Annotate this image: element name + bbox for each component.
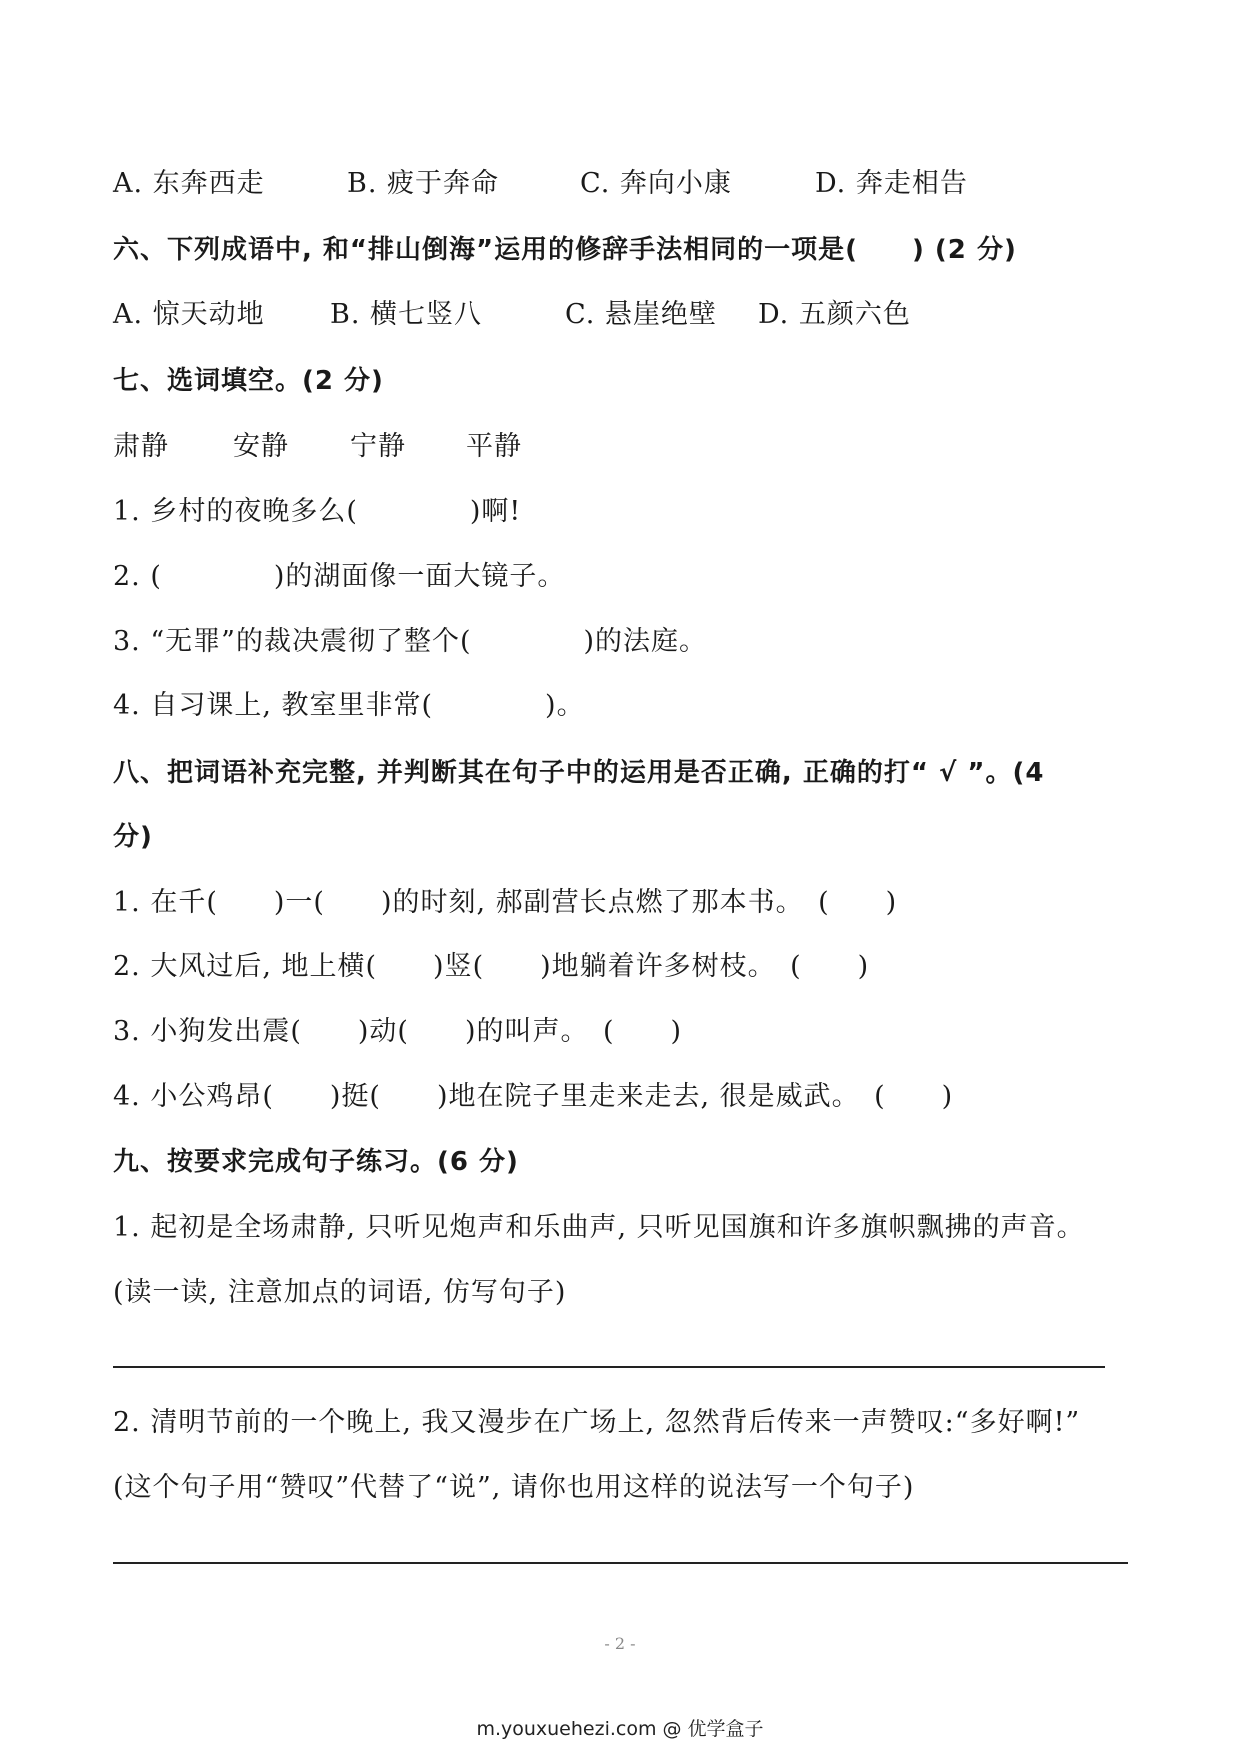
q6-title: 六、下列成语中, 和“排山倒海”运用的修辞手法相同的一项是( ) (2 分) [113, 235, 1017, 265]
q5-option-a: A. 东奔西走 [113, 168, 265, 199]
answer-line-2[interactable] [113, 1562, 1128, 1564]
q9-item1-line2: (读一读, 注意加点的词语, 仿写句子) [113, 1277, 567, 1308]
q7-title: 七、选词填空。(2 分) [113, 366, 384, 396]
q5-option-c: C. 奔向小康 [580, 168, 732, 199]
q7-item-1: 1. 乡村的夜晚多么( )啊! [113, 496, 522, 527]
q5-option-b: B. 疲于奔命 [347, 168, 500, 199]
q8-item-2: 2. 大风过后, 地上横( )竖( )地躺着许多树枝。 ( ) [113, 951, 870, 982]
q8-title-line1: 八、把词语补充完整, 并判断其在句子中的运用是否正确, 正确的打“ √ ”。(4 [113, 758, 1045, 788]
q7-word-1: 肃静 [113, 431, 169, 462]
q8-item-4: 4. 小公鸡昂( )挺( )地在院子里走来走去, 很是威武。 ( ) [113, 1081, 954, 1112]
q5-option-d: D. 奔走相告 [815, 168, 968, 199]
q7-item-3: 3. “无罪”的裁决震彻了整个( )的法庭。 [113, 626, 708, 657]
footer-watermark: m.youxuehezi.com @ 优学盒子 [476, 1718, 764, 1740]
q7-word-3: 宁静 [350, 431, 406, 462]
q6-option-a: A. 惊天动地 [113, 299, 265, 330]
q9-item1-line1: 1. 起初是全场肃静, 只听见炮声和乐曲声, 只听见国旗和许多旗帜飘拂的声音。 [113, 1212, 1085, 1243]
page-number: - 2 - [604, 1634, 636, 1653]
q6-option-c: C. 悬崖绝壁 [565, 299, 717, 330]
q7-word-4: 平静 [466, 431, 522, 462]
q9-item2-line1: 2. 清明节前的一个晚上, 我又漫步在广场上, 忽然背后传来一声赞叹:“多好啊!” [113, 1407, 1081, 1438]
q6-option-d: D. 五颜六色 [758, 299, 911, 330]
q9-item2-line2: (这个句子用“赞叹”代替了“说”, 请你也用这样的说法写一个句子) [113, 1472, 915, 1503]
q7-item-2: 2. ( )的湖面像一面大镜子。 [113, 561, 566, 592]
q8-item-1: 1. 在千( )一( )的时刻, 郝副营长点燃了那本书。 ( ) [113, 887, 898, 918]
answer-line-1[interactable] [113, 1366, 1105, 1368]
q8-title-line2: 分) [113, 822, 153, 852]
q7-item-4: 4. 自习课上, 教室里非常( )。 [113, 690, 585, 721]
q6-option-b: B. 横七竖八 [330, 299, 483, 330]
q7-word-2: 安静 [233, 431, 289, 462]
q8-item-3: 3. 小狗发出震( )动( )的叫声。 ( ) [113, 1016, 683, 1047]
q9-title: 九、按要求完成句子练习。(6 分) [113, 1147, 519, 1177]
